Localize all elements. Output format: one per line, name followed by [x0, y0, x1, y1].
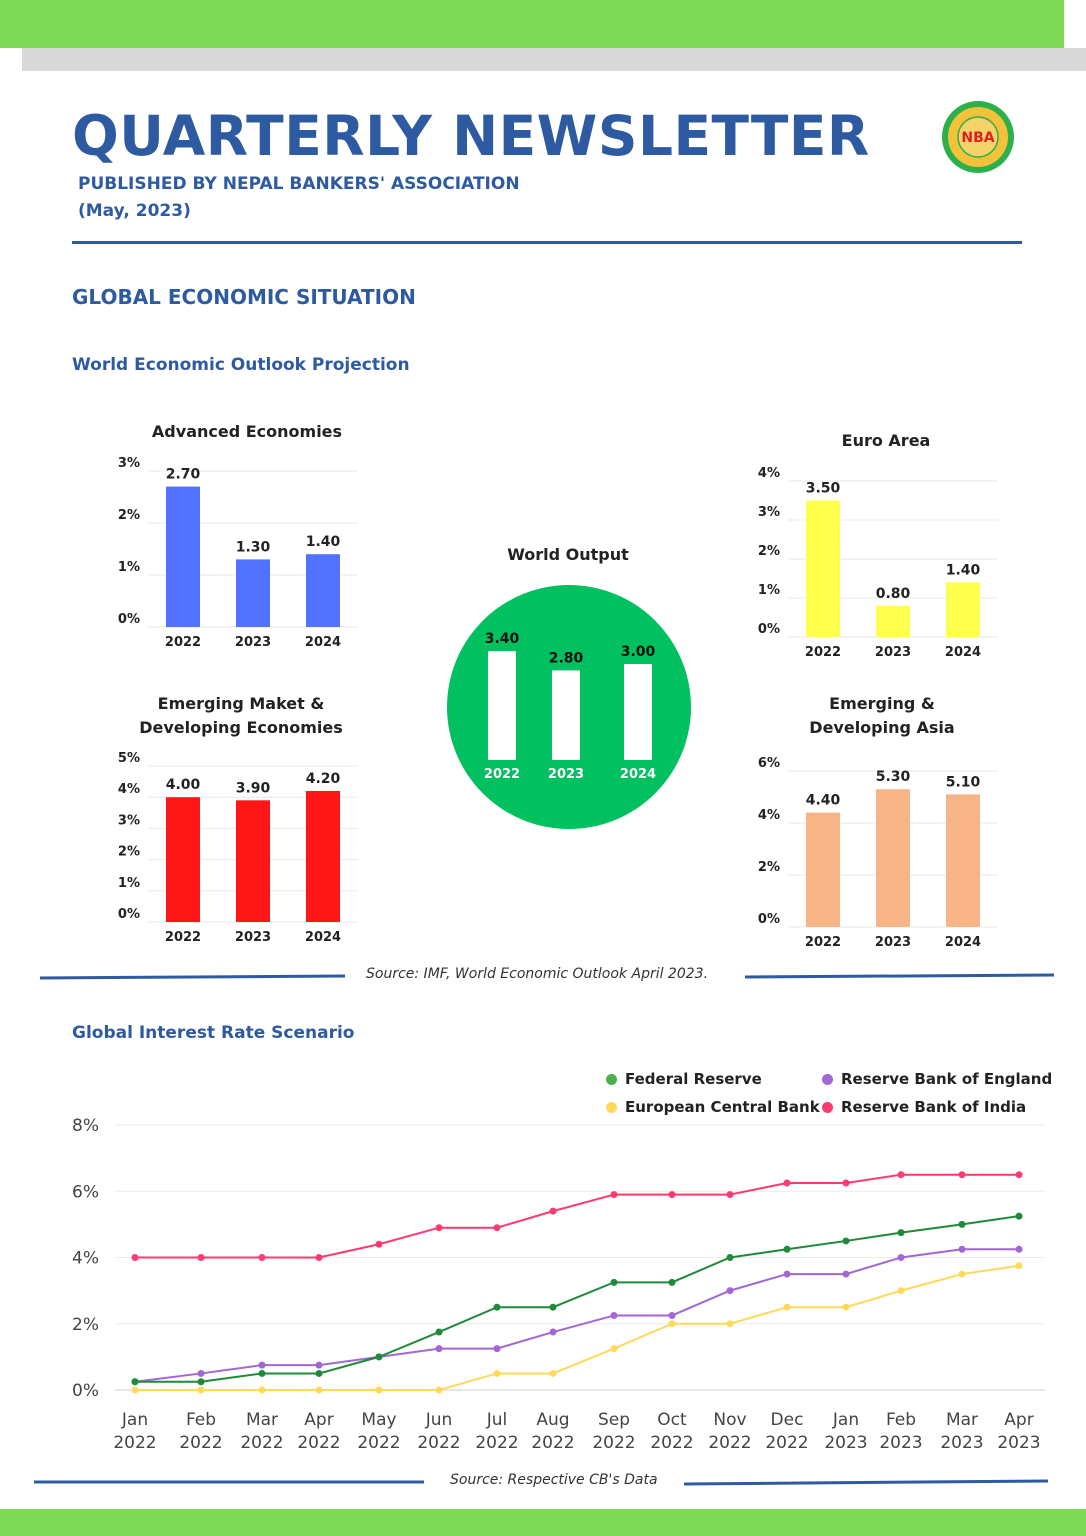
- emerging-bar-2023: [236, 800, 270, 922]
- series-point-reserve-bank-of-england: [550, 1329, 557, 1336]
- series-line-reserve-bank-of-england: [135, 1249, 1019, 1382]
- series-point-reserve-bank-of-india: [494, 1224, 501, 1231]
- rates-xtick-month: Feb: [185, 1410, 217, 1430]
- series-point-reserve-bank-of-india: [198, 1254, 205, 1261]
- euro-xtick: 2022: [804, 645, 842, 660]
- series-point-federal-reserve: [132, 1378, 139, 1385]
- interest-rate-chart: [40, 1110, 1070, 1460]
- series-point-reserve-bank-of-india: [436, 1224, 443, 1231]
- issue-date: (May, 2023): [78, 201, 191, 221]
- series-point-federal-reserve: [959, 1221, 966, 1228]
- emerging-xtick: 2023: [234, 930, 272, 945]
- rates-xtick-year: 2023: [879, 1433, 923, 1453]
- rates-xtick-month: Jun: [425, 1410, 453, 1430]
- emerging-ytick: 1%: [117, 875, 140, 891]
- section-title: GLOBAL ECONOMIC SITUATION: [72, 285, 416, 309]
- emerging-xtick: 2024: [304, 930, 342, 945]
- euro-chart-title: Euro Area: [841, 431, 931, 450]
- series-line-reserve-bank-of-india: [135, 1175, 1019, 1258]
- emerging-asia-chart: [740, 755, 1020, 960]
- euro-ytick: 3%: [757, 505, 780, 520]
- series-point-european-central-bank: [727, 1320, 734, 1327]
- legend-reserve-bank-england: [822, 1070, 1052, 1088]
- euro-data-label: 0.80: [875, 585, 911, 602]
- rates-xtick-year: 2022: [475, 1433, 519, 1453]
- weo-source: Source: IMF, World Economic Outlook April 2023.: [366, 966, 709, 982]
- rates-heading: Global Interest Rate Scenario: [72, 1023, 355, 1043]
- series-point-reserve-bank-of-england: [898, 1254, 905, 1261]
- series-point-federal-reserve: [843, 1237, 850, 1244]
- rates-xtick-year: 2022: [708, 1433, 752, 1453]
- rates-xtick-year: 2022: [179, 1433, 223, 1453]
- series-point-reserve-bank-of-india: [727, 1191, 734, 1198]
- header-divider: [72, 241, 1022, 244]
- series-point-reserve-bank-of-india: [316, 1254, 323, 1261]
- rates-xtick-month: Mar: [245, 1410, 279, 1430]
- rates-xtick-year: 2022: [357, 1433, 401, 1453]
- series-point-federal-reserve: [436, 1329, 443, 1336]
- newsletter-title: QUARTERLY NEWSLETTER: [72, 104, 870, 168]
- series-point-federal-reserve: [898, 1229, 905, 1236]
- emerging-data-label: 4.20: [305, 770, 341, 787]
- world-xtick: 2023: [547, 767, 585, 782]
- advanced-ytick: 0%: [117, 612, 140, 627]
- euro-ytick: 4%: [757, 466, 780, 481]
- rates-xtick-year: 2023: [940, 1433, 984, 1453]
- euro-area-chart: [740, 465, 1020, 670]
- series-point-reserve-bank-of-england: [198, 1370, 205, 1377]
- series-point-european-central-bank: [494, 1370, 501, 1377]
- asia-ytick: 4%: [757, 808, 780, 823]
- series-point-reserve-bank-of-england: [1016, 1246, 1023, 1253]
- euro-xtick: 2024: [944, 645, 982, 660]
- rates-xtick-year: 2022: [650, 1433, 694, 1453]
- asia-ytick: 6%: [757, 756, 780, 771]
- rates-xtick-month: Aug: [536, 1410, 570, 1430]
- emerging-ytick: 5%: [117, 751, 140, 766]
- advanced-economies-chart: [100, 455, 380, 660]
- series-point-federal-reserve: [550, 1304, 557, 1311]
- advanced-bar-2024: [306, 554, 340, 627]
- asia-chart-title-line2: Developing Asia: [809, 718, 955, 737]
- rates-xtick-month: Dec: [770, 1410, 804, 1430]
- asia-data-label: 5.30: [875, 769, 911, 786]
- euro-bar-2023: [876, 606, 910, 637]
- rates-xtick-month: Apr: [1004, 1410, 1034, 1430]
- asia-chart-title-line1: Emerging &: [829, 694, 935, 713]
- bottom-accent-band: [0, 1509, 1086, 1536]
- series-point-european-central-bank: [784, 1304, 791, 1311]
- rates-xtick-year: 2022: [113, 1433, 157, 1453]
- series-point-reserve-bank-of-india: [843, 1179, 850, 1186]
- emerging-bar-2022: [166, 797, 200, 922]
- advanced-bar-2022: [166, 487, 200, 627]
- rates-xtick-year: 2023: [997, 1433, 1041, 1453]
- world-data-label: 3.00: [620, 644, 656, 660]
- rates-xtick-month: Jul: [486, 1410, 508, 1430]
- emerging-bar-2024: [306, 791, 340, 922]
- series-point-federal-reserve: [494, 1304, 501, 1311]
- rates-xtick-month: Feb: [885, 1410, 917, 1430]
- series-point-european-central-bank: [376, 1387, 383, 1394]
- series-point-federal-reserve: [316, 1370, 323, 1377]
- asia-ytick: 0%: [757, 912, 780, 927]
- rates-ytick: 4%: [72, 1248, 99, 1269]
- euro-data-label: 1.40: [945, 562, 981, 579]
- advanced-data-label: 1.30: [235, 539, 271, 556]
- asia-data-label: 4.40: [805, 792, 841, 809]
- series-point-reserve-bank-of-england: [316, 1362, 323, 1369]
- emerging-ytick: 4%: [117, 782, 140, 798]
- series-point-reserve-bank-of-england: [843, 1271, 850, 1278]
- legend-label-rbi: Reserve Bank of India: [841, 1098, 1027, 1116]
- series-point-reserve-bank-of-england: [436, 1345, 443, 1352]
- series-line-european-central-bank: [135, 1266, 1019, 1390]
- series-point-reserve-bank-of-england: [611, 1312, 618, 1319]
- legend-label-boe: Reserve Bank of England: [841, 1070, 1053, 1088]
- world-data-label: 2.80: [548, 650, 584, 667]
- weo-heading: World Economic Outlook Projection: [72, 355, 410, 375]
- top-accent-band: [0, 0, 1064, 48]
- rates-xtick-month: Sep: [597, 1410, 631, 1430]
- legend-dot-fed: [606, 1074, 617, 1085]
- rates-xtick-year: 2022: [297, 1433, 341, 1453]
- series-point-reserve-bank-of-england: [727, 1287, 734, 1294]
- series-point-reserve-bank-of-india: [898, 1171, 905, 1178]
- series-point-reserve-bank-of-india: [376, 1241, 383, 1248]
- advanced-data-label: 1.40: [305, 534, 341, 551]
- asia-bar-2023: [876, 789, 910, 927]
- series-point-reserve-bank-of-india: [132, 1254, 139, 1261]
- advanced-data-label: 2.70: [165, 466, 201, 483]
- emerging-xtick: 2022: [164, 930, 202, 945]
- series-point-federal-reserve: [1016, 1213, 1023, 1220]
- rates-xtick-year: 2022: [240, 1433, 284, 1453]
- euro-bar-2024: [946, 582, 980, 637]
- series-point-reserve-bank-of-india: [669, 1191, 676, 1198]
- series-point-european-central-bank: [669, 1320, 676, 1327]
- euro-ytick: 0%: [757, 622, 780, 637]
- rates-source: Source: Respective CB's Data: [450, 1472, 658, 1488]
- emerging-ytick: 3%: [117, 813, 140, 829]
- euro-data-label: 3.50: [805, 480, 841, 497]
- asia-xtick: 2024: [944, 935, 982, 950]
- rates-xtick-month: Nov: [713, 1410, 747, 1430]
- emerging-economies-chart: [100, 750, 380, 955]
- series-point-reserve-bank-of-india: [550, 1208, 557, 1215]
- series-point-federal-reserve: [727, 1254, 734, 1261]
- legend-label-ecb: European Central Bank: [625, 1098, 820, 1116]
- rates-xtick-year: 2022: [531, 1433, 575, 1453]
- series-point-european-central-bank: [316, 1387, 323, 1394]
- euro-bar-2022: [806, 501, 840, 638]
- euro-xtick: 2023: [874, 645, 912, 660]
- advanced-xtick: 2023: [234, 635, 272, 650]
- world-xtick: 2024: [619, 767, 657, 782]
- series-point-federal-reserve: [259, 1370, 266, 1377]
- series-point-reserve-bank-of-england: [494, 1345, 501, 1352]
- series-point-reserve-bank-of-england: [784, 1271, 791, 1278]
- rates-xtick-month: Jan: [121, 1410, 149, 1430]
- rates-xtick-year: 2023: [824, 1433, 868, 1453]
- series-point-european-central-bank: [550, 1370, 557, 1377]
- world-output-title: World Output: [507, 545, 629, 564]
- series-point-federal-reserve: [784, 1246, 791, 1253]
- series-point-federal-reserve: [611, 1279, 618, 1286]
- rates-ytick: 8%: [72, 1116, 99, 1136]
- series-point-reserve-bank-of-india: [1016, 1171, 1023, 1178]
- emerging-chart-title: [110, 692, 372, 740]
- world-output-chart: [446, 584, 692, 830]
- asia-xtick: 2022: [804, 935, 842, 950]
- series-point-european-central-bank: [198, 1387, 205, 1394]
- emerging-chart-title-line2: Developing Economies: [139, 718, 343, 737]
- asia-bar-2024: [946, 794, 980, 927]
- emerging-data-label: 3.90: [235, 780, 271, 797]
- series-point-reserve-bank-of-india: [611, 1191, 618, 1198]
- asia-xtick: 2023: [874, 935, 912, 950]
- series-point-reserve-bank-of-india: [959, 1171, 966, 1178]
- legend-label-fed: Federal Reserve: [625, 1070, 762, 1088]
- asia-ytick: 2%: [757, 860, 780, 875]
- asia-data-label: 5.10: [945, 774, 981, 791]
- rates-ytick: 6%: [72, 1182, 99, 1203]
- advanced-ytick: 1%: [117, 560, 140, 575]
- series-point-european-central-bank: [611, 1345, 618, 1352]
- rates-ytick: 2%: [72, 1314, 99, 1335]
- series-point-european-central-bank: [436, 1387, 443, 1394]
- legend-federal-reserve: [606, 1070, 762, 1088]
- series-point-federal-reserve: [376, 1353, 383, 1360]
- nba-logo: [940, 99, 1016, 175]
- rates-xtick-month: Oct: [657, 1410, 687, 1430]
- series-point-reserve-bank-of-england: [669, 1312, 676, 1319]
- rates-xtick-month: Apr: [304, 1410, 334, 1430]
- rates-xtick-year: 2022: [765, 1433, 809, 1453]
- advanced-bar-2023: [236, 559, 270, 627]
- series-point-european-central-bank: [259, 1387, 266, 1394]
- rates-xtick-year: 2022: [417, 1433, 461, 1453]
- advanced-ytick: 2%: [117, 508, 140, 523]
- world-bar-2022: [488, 651, 516, 760]
- series-point-european-central-bank: [1016, 1262, 1023, 1269]
- rates-ytick: 0%: [72, 1381, 99, 1401]
- rates-xtick-month: Mar: [945, 1410, 979, 1430]
- asia-bar-2022: [806, 813, 840, 927]
- world-xtick: 2022: [483, 767, 521, 782]
- rates-xtick-month: May: [361, 1410, 397, 1430]
- publisher-line: PUBLISHED BY NEPAL BANKERS' ASSOCIATION: [78, 174, 520, 194]
- series-point-reserve-bank-of-india: [259, 1254, 266, 1261]
- series-point-reserve-bank-of-india: [784, 1179, 791, 1186]
- rates-xtick-month: Jan: [832, 1410, 860, 1430]
- rates-xtick-year: 2022: [592, 1433, 636, 1453]
- world-data-label: 3.40: [484, 631, 520, 648]
- series-point-european-central-bank: [843, 1304, 850, 1311]
- emerging-data-label: 4.00: [165, 777, 201, 794]
- world-bar-2024: [624, 664, 652, 760]
- world-bar-2023: [552, 670, 580, 760]
- emerging-ytick: 2%: [117, 844, 140, 860]
- advanced-xtick: 2024: [304, 635, 342, 650]
- series-point-reserve-bank-of-england: [259, 1362, 266, 1369]
- series-point-european-central-bank: [898, 1287, 905, 1294]
- advanced-xtick: 2022: [164, 635, 202, 650]
- series-line-federal-reserve: [135, 1216, 1019, 1382]
- series-point-european-central-bank: [959, 1271, 966, 1278]
- logo-text: NBA: [961, 130, 995, 146]
- advanced-chart-title: Advanced Economies: [151, 422, 343, 441]
- legend-dot-boe: [822, 1074, 833, 1085]
- euro-ytick: 1%: [757, 583, 780, 598]
- euro-ytick: 2%: [757, 544, 780, 559]
- series-point-federal-reserve: [198, 1378, 205, 1385]
- top-shadow-band: [22, 48, 1086, 71]
- advanced-ytick: 3%: [117, 456, 140, 471]
- series-point-reserve-bank-of-england: [959, 1246, 966, 1253]
- series-point-federal-reserve: [669, 1279, 676, 1286]
- emerging-chart-title-line1: Emerging Maket &: [157, 694, 325, 713]
- asia-chart-title: [762, 692, 1002, 740]
- series-point-european-central-bank: [132, 1387, 139, 1394]
- emerging-ytick: 0%: [117, 907, 140, 922]
